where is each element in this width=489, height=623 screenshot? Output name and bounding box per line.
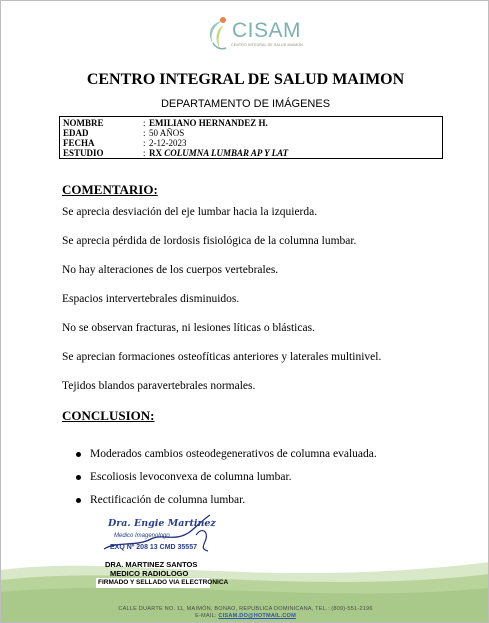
doctor-title: MEDICO RADIOLOGO — [110, 569, 189, 578]
conclusion-item: Escoliosis levoconvexa de columna lumbar. — [71, 470, 377, 493]
info-colon: : — [143, 128, 146, 138]
email-link[interactable]: CISAM.DO@HOTMAIL.COM — [218, 613, 296, 619]
info-label: EDAD — [63, 128, 89, 138]
comment-paragraph: Se aprecia pérdida de lordosis fisiológica de la columna lumbar. — [62, 235, 357, 247]
comment-paragraph: Se aprecian formaciones osteofíticas anteriores y laterales multinivel. — [62, 351, 382, 363]
comment-paragraph: Se aprecia desviación del eje lumbar hacia la izquierda. — [62, 206, 318, 218]
signature-stamp — [96, 513, 221, 563]
info-colon: : — [143, 118, 146, 128]
info-label: NOMBRE — [63, 118, 104, 128]
info-colon: : — [143, 148, 146, 158]
comment-paragraph: No se observan fracturas, ni lesiones líticas o blásticas. — [62, 322, 315, 334]
info-colon: : — [143, 138, 146, 148]
footer-address: CALLE DUARTE NO. 11, MAIMÓN, BONAO, REPUBLICA DOMINICANA, TEL.: (809)-551-2196 — [118, 606, 373, 612]
doctor-name: DRA. MARTINEZ SANTOS — [105, 560, 198, 569]
study-prefix: RX — [149, 148, 165, 158]
info-row-study — [60, 148, 442, 158]
stamp-name: Dra. Engie Martinez — [108, 518, 216, 529]
department-name: DEPARTAMENTO DE IMÁGENES — [160, 98, 331, 110]
footer-email — [1, 613, 489, 619]
email-label: E-MAIL: — [195, 613, 219, 619]
info-label: FECHA — [63, 138, 95, 148]
stamp-role: Medico Imagenologo — [114, 533, 170, 539]
conclusion-list — [71, 447, 377, 516]
info-row-age — [60, 128, 442, 138]
patient-age-value: 50 AÑOS — [149, 128, 185, 138]
patient-name-value: EMILIANO HERNANDEZ H. — [149, 118, 268, 128]
patient-info-box — [59, 116, 443, 159]
comment-paragraph: Espacios intervertebrales disminuidos. — [62, 293, 240, 305]
study-date-value: 2-12-2023 — [149, 138, 187, 148]
info-row-date — [60, 138, 442, 148]
comment-heading: COMENTARIO: — [62, 182, 158, 197]
study-value — [149, 148, 442, 158]
study-name: COLUMNA LUMBAR AP Y LAT — [164, 148, 289, 158]
comment-paragraph: No hay alteraciones de los cuerpos vertebrales. — [62, 264, 279, 276]
logo-tagline: CENTRO INTEGRAL DE SALUD MAIMON — [231, 43, 303, 47]
conclusion-item: Moderados cambios osteodegenerativos de columna evaluada. — [71, 447, 377, 470]
cisam-logo — [204, 15, 314, 55]
info-label: ESTUDIO — [63, 148, 104, 158]
conclusion-item: Rectificación de columna lumbar. — [71, 493, 377, 516]
info-row-name — [60, 118, 442, 128]
comment-paragraph: Tejidos blandos paravertebrales normales. — [62, 380, 256, 392]
conclusion-heading: CONCLUSION: — [62, 408, 155, 423]
page-title: CENTRO INTEGRAL DE SALUD MAIMON — [86, 71, 405, 88]
stamp-license: EXQ Nº 208 13 CMD 35557 — [110, 544, 197, 551]
signed-electronically-note: FIRMADO Y SELLADO VIA ELECTRONICA — [98, 579, 229, 586]
logo-figure-icon — [204, 15, 230, 53]
logo-name: CISAM — [232, 19, 302, 42]
